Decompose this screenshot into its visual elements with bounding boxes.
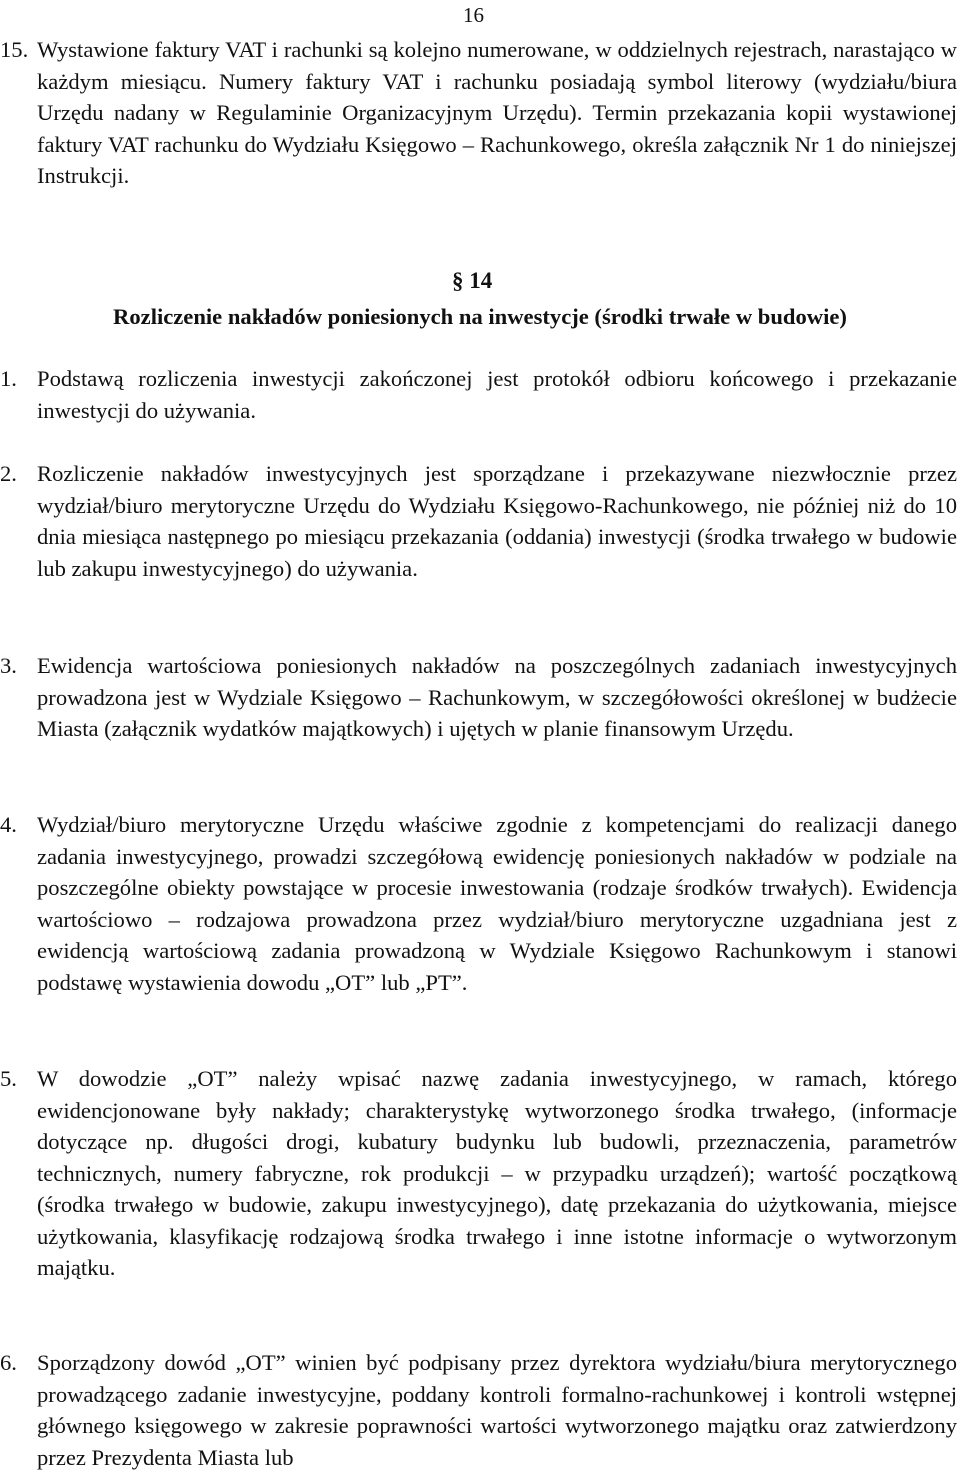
list-item-number: 4. <box>0 812 17 837</box>
list-item-4 <box>0 809 957 998</box>
list-item-text: Sporządzony dowód „OT” winien być podpisany przez dyrektora wydziału/biura merytorycznego prowadzącego zadanie inwestycyjne, poddany kontroli formalno-rachunkowej i kontroli wstępnej głównego księgowego w zakresie poprawności wartości wytworzonego majątku oraz zatwierdzony przez Prezydenta Miasta lub <box>37 1350 957 1470</box>
list-item-number: 15. <box>0 37 29 62</box>
list-item-text: Ewidencja wartościowa poniesionych nakładów na poszczególnych zadaniach inwestycyjnych prowadzona jest w Wydziale Księgowo – Rachunkowym, w szczegółowości określonej w budżecie Miasta (załącznik wydatków majątkowych) i ujętych w planie finansowym Urzędu. <box>37 653 957 741</box>
page-number: 16 <box>463 3 484 27</box>
list-item-text: Wystawione faktury VAT i rachunki są kolejno numerowane, w oddzielnych rejestrach, narastająco w każdym miesiącu. Numery faktury VAT i rachunku posiadają symbol literowy (wydziału/biura Urzędu nadany w Regulaminie Organizacyjnym Urzędu). Termin przekazania kopii wystawionej faktury VAT rachunku do Wydziału Księgowo – Rachunkowego, określa załącznik Nr 1 do niniejszej Instrukcji. <box>37 37 957 188</box>
list-item-text: Rozliczenie nakładów inwestycyjnych jest sporządzane i przekazywane niezwłocznie przez wydział/biuro merytoryczne Urzędu do Wydziału Księgowo-Rachunkowego, nie później niż do 10 dnia miesiąca następnego po miesiącu przekazania (oddania) inwestycji (środka trwałego w budowie lub zakupu inwestycyjnego) do używania. <box>37 461 957 581</box>
list-item-number: 3. <box>0 653 17 678</box>
section-number: § 14 <box>452 268 493 293</box>
list-item-number: 5. <box>0 1066 17 1091</box>
list-item-number: 6. <box>0 1350 17 1375</box>
list-item-5 <box>0 1063 957 1284</box>
list-item-15 <box>0 34 957 192</box>
list-item-1 <box>0 363 957 426</box>
list-item-text: W dowodzie „OT” należy wpisać nazwę zadania inwestycyjnego, w ramach, którego ewidencjonowane były nakłady; charakterystykę wytworzonego środka trwałego, (informacje dotyczące np. długości drogi, kubatury budynku lub budowli, przeznaczenia, parametrów technicznych, numery fabryczne, rok produkcji – w przypadku urządzeń); wartość początkową (środka trwałego w budowie, zakupu inwestycyjnego), datę przekazania do użytkowania, miejsce użytkowania, klasyfikację rodzajową środka trwałego i inne istotne informacje o wytworzonym majątku. <box>37 1066 957 1280</box>
list-item-2 <box>0 458 957 584</box>
list-item-number: 1. <box>0 366 17 391</box>
section-title: Rozliczenie nakładów poniesionych na inwestycje (środki trwałe w budowie) <box>113 304 847 329</box>
list-item-6 <box>0 1347 957 1473</box>
list-item-text: Podstawą rozliczenia inwestycji zakończonej jest protokół odbioru końcowego i przekazanie inwestycji do używania. <box>37 366 957 423</box>
list-item-text: Wydział/biuro merytoryczne Urzędu właściwe zgodnie z kompetencjami do realizacji danego zadania inwestycyjnego, prowadzi szczegółową ewidencję poniesionych nakładów w podziale na poszczególne obiekty powstające w procesie inwestowania (rodzaje środków trwałych). Ewidencja wartościowo – rodzajowa prowadzona przez wydział/biuro merytoryczne uzgadniana jest z ewidencją wartościową zadania prowadzoną w Wydziale Księgowo Rachunkowym i stanowi podstawę wystawienia dowodu „OT” lub „PT”. <box>37 812 957 995</box>
list-item-number: 2. <box>0 461 17 486</box>
list-item-3 <box>0 650 957 745</box>
